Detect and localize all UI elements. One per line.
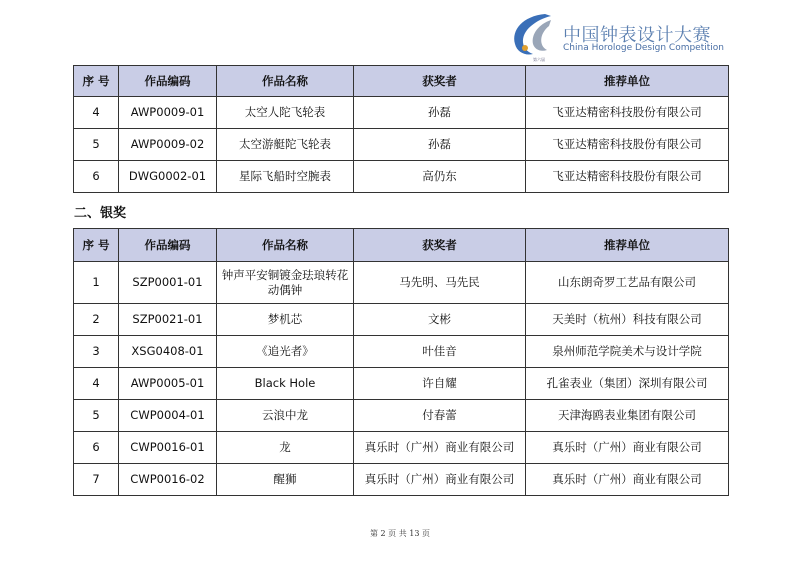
cell-code: AWP0005-01 — [119, 368, 217, 400]
cell-code: AWP0009-01 — [119, 97, 217, 129]
table-row — [74, 161, 729, 193]
cell-recommender: 泉州师范学院美术与设计学院 — [526, 336, 729, 368]
cell-code: CWP0016-01 — [119, 432, 217, 464]
cell-recommender: 真乐时（广州）商业有限公司 — [526, 464, 729, 496]
cell-winner: 孙磊 — [354, 129, 526, 161]
section-title-silver: 二、银奖 — [74, 206, 127, 221]
cell-work-name: 太空游艇陀飞轮表 — [217, 129, 354, 161]
cell-code: SZP0001-01 — [119, 262, 217, 304]
table-row — [74, 129, 729, 161]
cell-index: 6 — [74, 161, 119, 193]
table-row — [74, 97, 729, 129]
cell-work-name: 云浪中龙 — [217, 400, 354, 432]
cell-code: AWP0009-02 — [119, 129, 217, 161]
cell-index: 3 — [74, 336, 119, 368]
header-index: 序 号 — [74, 229, 119, 262]
cell-work-name: 星际飞船时空腕表 — [217, 161, 354, 193]
cell-work-name: 醒狮 — [217, 464, 354, 496]
table-row — [74, 304, 729, 336]
cell-index: 4 — [74, 368, 119, 400]
cell-winner: 许自耀 — [354, 368, 526, 400]
cell-index: 7 — [74, 464, 119, 496]
table-row — [74, 262, 729, 304]
cell-winner: 文彬 — [354, 304, 526, 336]
table-row — [74, 432, 729, 464]
logo-title: 中国钟表设计大赛 — [563, 25, 711, 46]
cell-index: 6 — [74, 432, 119, 464]
header-winner: 获奖者 — [354, 66, 526, 97]
logo-subtitle: China Horologe Design Competition — [563, 43, 724, 53]
cell-index: 2 — [74, 304, 119, 336]
cell-index: 5 — [74, 129, 119, 161]
cell-recommender: 真乐时（广州）商业有限公司 — [526, 432, 729, 464]
cell-recommender: 孔雀表业（集团）深圳有限公司 — [526, 368, 729, 400]
table-header-row — [74, 229, 729, 262]
cell-winner: 叶佳音 — [354, 336, 526, 368]
table-row — [74, 368, 729, 400]
cell-index: 4 — [74, 97, 119, 129]
cell-recommender: 飞亚达精密科技股份有限公司 — [526, 129, 729, 161]
cell-work-name: 钟声平安铜镀金珐琅转花动偶钟 — [217, 262, 354, 304]
award-table-top — [73, 65, 729, 193]
cell-work-name: Black Hole — [217, 368, 354, 400]
page-footer: 第 2 页 共 13 页 — [370, 529, 430, 538]
swirl-logo-icon — [505, 10, 561, 62]
cell-winner: 高仍东 — [354, 161, 526, 193]
cell-winner: 真乐时（广州）商业有限公司 — [354, 464, 526, 496]
table-row — [74, 336, 729, 368]
logo-edition: 第六届 — [533, 57, 545, 62]
cell-recommender: 飞亚达精密科技股份有限公司 — [526, 97, 729, 129]
header-index: 序 号 — [74, 66, 119, 97]
table-row — [74, 464, 729, 496]
cell-code: DWG0002-01 — [119, 161, 217, 193]
cell-recommender: 飞亚达精密科技股份有限公司 — [526, 161, 729, 193]
table-row — [74, 400, 729, 432]
header-code: 作品编码 — [119, 66, 217, 97]
cell-winner: 真乐时（广州）商业有限公司 — [354, 432, 526, 464]
table-header-row — [74, 66, 729, 97]
cell-winner: 付春蕾 — [354, 400, 526, 432]
header-code: 作品编码 — [119, 229, 217, 262]
header-work-name: 作品名称 — [217, 229, 354, 262]
header-work-name: 作品名称 — [217, 66, 354, 97]
cell-index: 1 — [74, 262, 119, 304]
cell-work-name: 梦机芯 — [217, 304, 354, 336]
cell-work-name: 龙 — [217, 432, 354, 464]
competition-logo — [505, 10, 724, 62]
header-recommender: 推荐单位 — [526, 66, 729, 97]
award-table-silver — [73, 228, 729, 496]
cell-winner: 孙磊 — [354, 97, 526, 129]
cell-code: CWP0004-01 — [119, 400, 217, 432]
cell-work-name: 太空人陀飞轮表 — [217, 97, 354, 129]
cell-recommender: 天美时（杭州）科技有限公司 — [526, 304, 729, 336]
cell-index: 5 — [74, 400, 119, 432]
cell-code: CWP0016-02 — [119, 464, 217, 496]
cell-work-name: 《追光者》 — [217, 336, 354, 368]
header-winner: 获奖者 — [354, 229, 526, 262]
cell-recommender: 天津海鸥表业集团有限公司 — [526, 400, 729, 432]
cell-code: SZP0021-01 — [119, 304, 217, 336]
cell-winner: 马先明、马先民 — [354, 262, 526, 304]
cell-recommender: 山东朗奇罗工艺品有限公司 — [526, 262, 729, 304]
cell-code: XSG0408-01 — [119, 336, 217, 368]
header-recommender: 推荐单位 — [526, 229, 729, 262]
